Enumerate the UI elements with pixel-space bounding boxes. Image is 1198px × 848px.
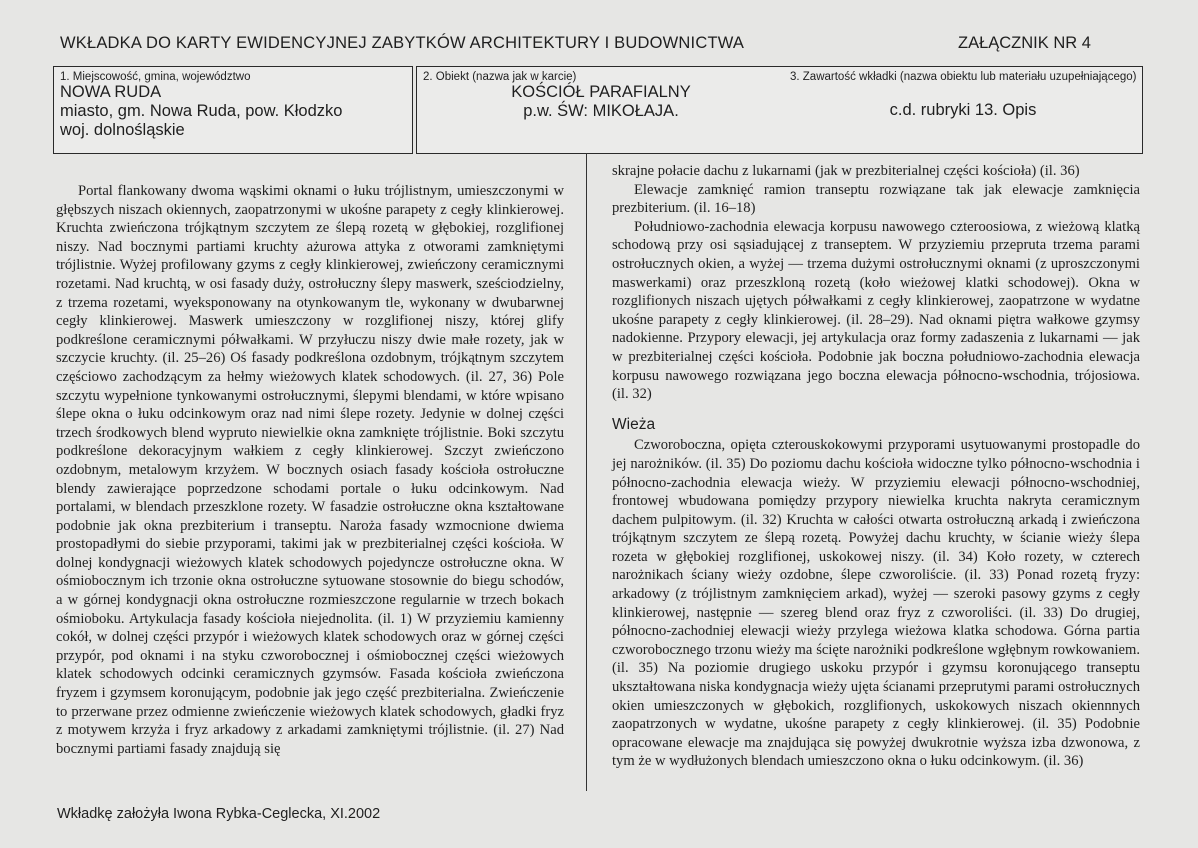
footer-author: Wkładkę założyła Iwona Rybka-Ceglecka, XI.2002 (57, 806, 381, 822)
location-town: NOWA RUDA (60, 83, 162, 101)
object-name: KOŚCIÓŁ PARAFIALNY (511, 83, 691, 101)
document-title: WKŁADKA DO KARTY EWIDENCYJNEJ ZABYTKÓW ARCHITEKTURY I BUDOWNICTWA (60, 34, 745, 52)
contents-box (784, 66, 1143, 154)
contents-label: 3. Zawartość wkładki (nazwa obiektu lub materiału uzupełniającego) (790, 71, 1137, 83)
location-label: 1. Miejscowość, gmina, województwo (60, 71, 251, 83)
location-box (53, 66, 413, 154)
annex-number: ZAŁĄCZNIK NR 4 (958, 34, 1091, 52)
section-heading: Wieża (612, 415, 656, 433)
object-dedication: p.w. ŚW: MIKOŁAJA. (523, 102, 679, 120)
contents-value: c.d. rubryki 13. Opis (889, 101, 1037, 119)
object-box (416, 66, 786, 154)
column-divider (586, 153, 587, 791)
right-text-column (612, 162, 1140, 771)
location-voivodeship: woj. dolnośląskie (60, 121, 185, 139)
paragraph: Południowo-zachodnia elewacja korpusu nawowego czteroosiowa, z wieżową klatką schodową przy osi sąsiadującej z transeptem. W przyziemiu przepruta trzema parami ostrołucznych okien, a wyżej — trzema dużymi ostrołucznymi oknami (z uproszczonymi maswerkami) oraz przeszkloną rozetą (koło wieżowej klatki schodowej). Okna w rozglifionych niszach ujętych półwałkami z cegły klinkierowej, zaopatrzone w wydatne ukośne parapety z cegły klinkierowej. (il. 28–29). Nad oknami piętra wałkowe gzymsy nadokienne. Przypory elewacji, jej artykulacja oraz formy zadaszenia z lukarnami — jak w prezbiterialnej części kościoła. Podobnie jak boczna południowo-zachodnia elewacja korpusu nawowego rozwiązana jego boczna elewacja północno-wschodnia, trójosiowa. (il. 32) (612, 218, 1140, 403)
left-text-column (56, 182, 564, 758)
paragraph: Czworoboczna, opięta czterouskokowymi przyporami usytuowanymi prostopadle do jej narożników. (il. 35) Do poziomu dachu kościoła widoczne tylko północno-wschodnia i północno-zachodnia elewacja wieży. W przyziemiu elewacji północno-wschodniej, frontowej wbudowana pomiędzy przypory niewielka kruchta nakryta ceramicznym dachem pulpitowym. (il. 32) Kruchta w całości otwarta ostrołuczną arkadą i zwieńczona trójkątnym szczytem ze ślepą rozetą. Powyżej dachu kruchty, w ścianie wieży ślepa rozeta w głębokiej rozglifionej, uskokowej niszy. (il. 34) Koło rozety, w czterech narożnikach ściany wieży ozdobne, ślepe czworoliście. (il. 33) Ponad rozetą fryzy: arkadowy (z trójlistnym zamknięciem arkad), wyżej — szeroki pasowy gzyms z cegły klinkierowej, następnie — szereg blend oraz fryz z czworoliści. (il. 33) Do drugiej, północno-zachodniej elewacji wieży przylega wieżowa klatka schodowa. Górna partia czworobocznego trzonu wieży ma ścięte narożniki podkreślone wgłębnym rowkowaniem. (il. 35) Na poziomie drugiego uskoku przypór i gzymsu koronującego transeptu ukształtowana niska kondygnacja wieży ujęta ścianami przeprutymi parami ostrołucznych okien umieszczonych w głębokich, rozglifionych, uskokowych niszach okiennnych zaopatrzonych w wydatne, ukośne parapety z cegły klinkierowej. (il. 35) Podobnie opracowane elewacje ma znajdująca się powyżej dwukrotnie wyższa izba dzwonowa, z tym że w wydłużonych blendach umieszczono okna o łuku odcinkowym. (il. 36) (612, 437, 1140, 770)
object-label: 2. Obiekt (nazwa jak w karcie) (423, 71, 577, 83)
paragraph: Portal flankowany dwoma wąskimi oknami o łuku trójlistnym, umieszczonymi w głębszych niszach okiennych, zaopatrzonymi w ukośne parapety z cegły klinkierowej. Kruchta zwieńczona trójkątnym szczytem ze ślepą rozetą w głębokiej, rozglifionej niszy. Nad bocznymi partiami kruchty ażurowa attyka z otworami zamkniętymi trójlistnie. Wyżej profilowany gzyms z cegły klinkierowej, zwieńczony ceramicznymi rozetami. Nad kruchtą, w osi fasady duży, ostrołuczny ślepy maswerk, sześciodzielny, z trzema rozetami, wyeksponowany na otynkowanym tle, wykonany w dwubarwnej cegły klinkierowej. Maswerk umieszczony w rozglifionej niszy, której glify podkreślone ceramicznymi półwałkami. W przyłuczu niszy dwie małe rozety, jak w szczycie kruchty. (il. 25–26) Oś fasady podkreślona ozdobnym, trójkątnym szczytem częściowo zachodzącym za hełmy wieżowych klatek schodowych. (il. 27, 36) Pole szczytu wypełnione tynkowanymi ostrołucznymi, ślepymi blendami, w które wpisano ślepe okna o łuku odcinkowym oraz nad nimi ślepe rozety. Jedynie w dolnej części trzech środkowych blend wypruto niewielkie okna zamknięte trójlistnie. Boki szczytu podkreślone dekoracyjnym wałkiem z cegły klinkierowej. Szczyt zwieńczono ozdobnym, metalowym krzyżem. W bocznych osiach fasady kościoła ostrołuczne blendy zawierające poprzedzone schodami portale o łuku odcinkowym. Nad portalami, w blendach przeszklone rozety. W fasadzie ostrołuczne okna kształtowane podobnie jak okna prezbiterium i transeptu. Naroża fasady wzmocnione dwiema prostopadłymi do siebie przyporami, takimi jak w prezbiterialnej części kościoła. W dolnej kondygnacji wieżowych klatek schodowych pojedyncze ostrołuczne okna. W ośmiobocznym ich trzonie okna ostrołuczne sytuowane stosownie do biegu schodów, a w górnej kondygnacji okna ostrołuczne rozmieszczone regularnie w trzech bokach ośmioboku. Artykulacja fasady kościoła niejednolita. (il. 1) W przyziemiu kamienny cokół, w dolnej części przypór i wieżowych klatek schodowych oraz w górnej części przypór, pod oknami i na styku czworobocznej i ośmiobocznej części wieżowych klatek schodowych odcinki ceramicznych gzymsów. Fasada kościoła zwieńczona fryzem i gzymsem koronującym, podobnie jak jego część prezbiterialna. Zwieńczenie to przerwane przez odmienne zwieńczenie wieżowych klatek schodowych, gładki fryz z motywem krzyża i fryz arkadowy z arkadami zamkniętymi trójlistnie. (il. 27) Nad bocznymi partiami fasady znajdują się (56, 183, 564, 757)
paragraph: skrajne połacie dachu z lukarnami (jak w prezbiterialnej części kościoła) (il. 36) (612, 163, 1080, 179)
paragraph: Elewacje zamknięć ramion transeptu rozwiązane tak jak elewacje zamknięcia prezbiterium. (il. 16–18) (612, 181, 1140, 217)
location-municipality: miasto, gm. Nowa Ruda, pow. Kłodzko (60, 102, 343, 120)
